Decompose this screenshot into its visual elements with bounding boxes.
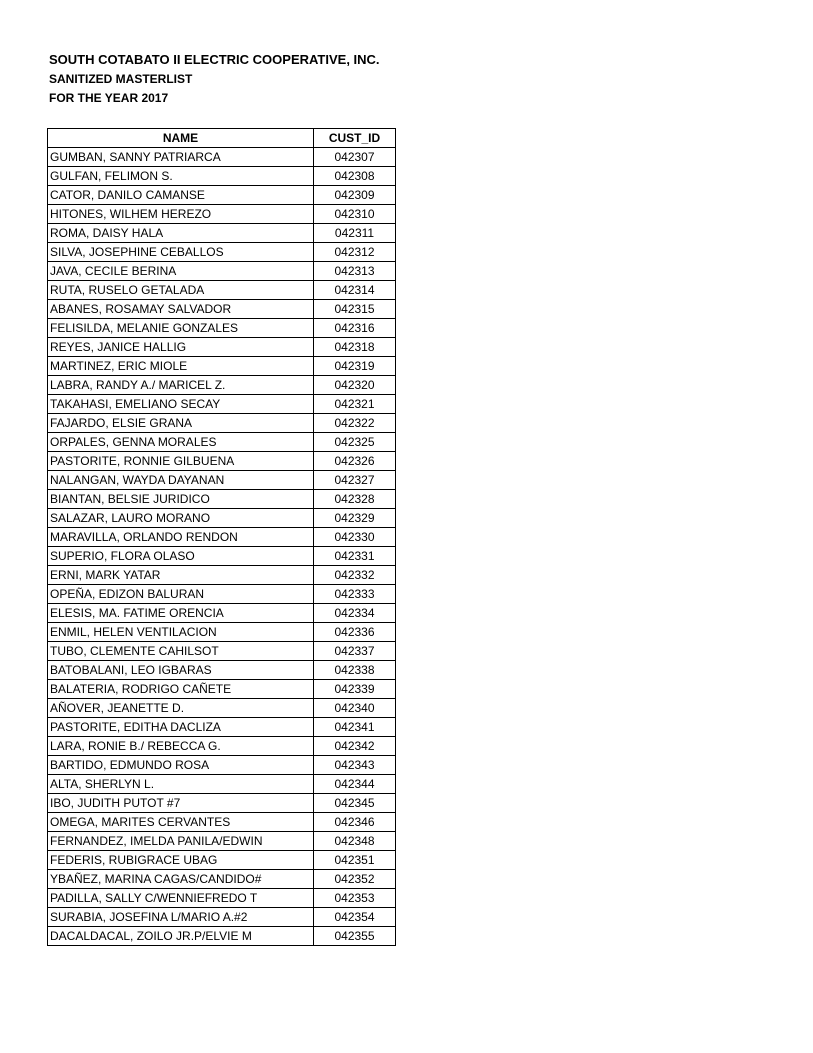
customer-id-cell: 042331 <box>314 547 396 566</box>
table-row <box>48 718 396 737</box>
customer-id-cell: 042314 <box>314 281 396 300</box>
customer-name-cell: CATOR, DANILO CAMANSE <box>48 186 314 205</box>
customer-name-cell: ENMIL, HELEN VENTILACION <box>48 623 314 642</box>
customer-id-cell: 042355 <box>314 927 396 946</box>
table-row <box>48 851 396 870</box>
customer-name-cell: MARTINEZ, ERIC MIOLE <box>48 357 314 376</box>
table-row <box>48 471 396 490</box>
customer-id-cell: 042336 <box>314 623 396 642</box>
table-row <box>48 623 396 642</box>
customer-id-cell: 042343 <box>314 756 396 775</box>
column-header-cust-id: CUST_ID <box>314 129 396 148</box>
table-row <box>48 870 396 889</box>
table-row <box>48 205 396 224</box>
customer-id-cell: 042334 <box>314 604 396 623</box>
table-row <box>48 167 396 186</box>
customer-id-cell: 042308 <box>314 167 396 186</box>
customer-id-cell: 042315 <box>314 300 396 319</box>
customer-name-cell: ROMA, DAISY HALA <box>48 224 314 243</box>
customer-name-cell: FAJARDO, ELSIE GRANA <box>48 414 314 433</box>
customer-id-cell: 042326 <box>314 452 396 471</box>
table-row <box>48 224 396 243</box>
customer-name-cell: DACALDACAL, ZOILO JR.P/ELVIE M <box>48 927 314 946</box>
customer-name-cell: FERNANDEZ, IMELDA PANILA/EDWIN <box>48 832 314 851</box>
table-row <box>48 661 396 680</box>
customer-id-cell: 042348 <box>314 832 396 851</box>
table-row <box>48 395 396 414</box>
table-row <box>48 927 396 946</box>
table-row <box>48 585 396 604</box>
table-row <box>48 756 396 775</box>
table-row <box>48 186 396 205</box>
customer-name-cell: RUTA, RUSELO GETALADA <box>48 281 314 300</box>
column-header-name: NAME <box>48 129 314 148</box>
customer-name-cell: PASTORITE, RONNIE GILBUENA <box>48 452 314 471</box>
customer-name-cell: SALAZAR, LAURO MORANO <box>48 509 314 528</box>
table-row <box>48 794 396 813</box>
table-row <box>48 642 396 661</box>
customer-name-cell: BATOBALANI, LEO IGBARAS <box>48 661 314 680</box>
document-title: SOUTH COTABATO II ELECTRIC COOPERATIVE, INC. <box>49 52 380 67</box>
customer-id-cell: 042318 <box>314 338 396 357</box>
customer-id-cell: 042341 <box>314 718 396 737</box>
table-row <box>48 566 396 585</box>
document-header <box>49 50 380 108</box>
customer-id-cell: 042319 <box>314 357 396 376</box>
customer-id-cell: 042325 <box>314 433 396 452</box>
customer-id-cell: 042346 <box>314 813 396 832</box>
customer-name-cell: LABRA, RANDY A./ MARICEL Z. <box>48 376 314 395</box>
table-row <box>48 680 396 699</box>
table-row <box>48 604 396 623</box>
table-row <box>48 452 396 471</box>
table-row <box>48 433 396 452</box>
customer-name-cell: ERNI, MARK YATAR <box>48 566 314 585</box>
table-row <box>48 319 396 338</box>
customer-name-cell: SILVA, JOSEPHINE CEBALLOS <box>48 243 314 262</box>
customer-id-cell: 042345 <box>314 794 396 813</box>
customer-name-cell: MARAVILLA, ORLANDO RENDON <box>48 528 314 547</box>
customer-id-cell: 042338 <box>314 661 396 680</box>
customer-name-cell: PASTORITE, EDITHA DACLIZA <box>48 718 314 737</box>
table-body <box>48 148 396 946</box>
customer-name-cell: IBO, JUDITH PUTOT #7 <box>48 794 314 813</box>
customer-id-cell: 042330 <box>314 528 396 547</box>
customer-id-cell: 042312 <box>314 243 396 262</box>
table-row <box>48 300 396 319</box>
customer-id-cell: 042310 <box>314 205 396 224</box>
customer-name-cell: TUBO, CLEMENTE CAHILSOT <box>48 642 314 661</box>
customer-name-cell: AÑOVER, JEANETTE D. <box>48 699 314 718</box>
customer-name-cell: ALTA, SHERLYN L. <box>48 775 314 794</box>
customer-name-cell: BIANTAN, BELSIE JURIDICO <box>48 490 314 509</box>
table-row <box>48 547 396 566</box>
customer-id-cell: 042342 <box>314 737 396 756</box>
table-row <box>48 490 396 509</box>
customer-id-cell: 042332 <box>314 566 396 585</box>
document-subtitle: SANITIZED MASTERLIST <box>49 72 193 86</box>
customer-id-cell: 042354 <box>314 908 396 927</box>
customer-name-cell: PADILLA, SALLY C/WENNIEFREDO T <box>48 889 314 908</box>
customer-name-cell: OPEÑA, EDIZON BALURAN <box>48 585 314 604</box>
customer-id-cell: 042352 <box>314 870 396 889</box>
customer-name-cell: GUMBAN, SANNY PATRIARCA <box>48 148 314 167</box>
table-row <box>48 908 396 927</box>
masterlist-table <box>47 128 396 946</box>
customer-id-cell: 042333 <box>314 585 396 604</box>
table-row <box>48 262 396 281</box>
table-row <box>48 338 396 357</box>
table-row <box>48 889 396 908</box>
customer-id-cell: 042313 <box>314 262 396 281</box>
customer-name-cell: JAVA, CECILE BERINA <box>48 262 314 281</box>
customer-id-cell: 042307 <box>314 148 396 167</box>
customer-id-cell: 042329 <box>314 509 396 528</box>
customer-id-cell: 042328 <box>314 490 396 509</box>
customer-name-cell: GULFAN, FELIMON S. <box>48 167 314 186</box>
document-year: FOR THE YEAR 2017 <box>49 91 169 105</box>
table-header-row <box>48 129 396 148</box>
table-row <box>48 813 396 832</box>
table-row <box>48 737 396 756</box>
table-row <box>48 528 396 547</box>
table-row <box>48 148 396 167</box>
customer-name-cell: BALATERIA, RODRIGO CAÑETE <box>48 680 314 699</box>
table-row <box>48 832 396 851</box>
customer-id-cell: 042322 <box>314 414 396 433</box>
customer-id-cell: 042320 <box>314 376 396 395</box>
customer-id-cell: 042339 <box>314 680 396 699</box>
customer-name-cell: OMEGA, MARITES CERVANTES <box>48 813 314 832</box>
customer-name-cell: ABANES, ROSAMAY SALVADOR <box>48 300 314 319</box>
table-row <box>48 357 396 376</box>
customer-name-cell: SURABIA, JOSEFINA L/MARIO A.#2 <box>48 908 314 927</box>
customer-name-cell: BARTIDO, EDMUNDO ROSA <box>48 756 314 775</box>
customer-id-cell: 042321 <box>314 395 396 414</box>
customer-id-cell: 042337 <box>314 642 396 661</box>
customer-id-cell: 042316 <box>314 319 396 338</box>
customer-id-cell: 042309 <box>314 186 396 205</box>
customer-name-cell: FEDERIS, RUBIGRACE UBAG <box>48 851 314 870</box>
customer-name-cell: TAKAHASI, EMELIANO SECAY <box>48 395 314 414</box>
table-row <box>48 509 396 528</box>
customer-name-cell: ELESIS, MA. FATIME ORENCIA <box>48 604 314 623</box>
customer-name-cell: SUPERIO, FLORA OLASO <box>48 547 314 566</box>
customer-id-cell: 042353 <box>314 889 396 908</box>
customer-name-cell: ORPALES, GENNA MORALES <box>48 433 314 452</box>
table-row <box>48 281 396 300</box>
customer-id-cell: 042344 <box>314 775 396 794</box>
customer-id-cell: 042340 <box>314 699 396 718</box>
table-row <box>48 376 396 395</box>
table-row <box>48 775 396 794</box>
customer-id-cell: 042327 <box>314 471 396 490</box>
customer-name-cell: REYES, JANICE HALLIG <box>48 338 314 357</box>
table-row <box>48 699 396 718</box>
customer-id-cell: 042311 <box>314 224 396 243</box>
customer-name-cell: FELISILDA, MELANIE GONZALES <box>48 319 314 338</box>
customer-name-cell: HITONES, WILHEM HEREZO <box>48 205 314 224</box>
customer-id-cell: 042351 <box>314 851 396 870</box>
customer-name-cell: NALANGAN, WAYDA DAYANAN <box>48 471 314 490</box>
table-row <box>48 243 396 262</box>
customer-name-cell: YBAÑEZ, MARINA CAGAS/CANDIDO# <box>48 870 314 889</box>
table-row <box>48 414 396 433</box>
customer-name-cell: LARA, RONIE B./ REBECCA G. <box>48 737 314 756</box>
